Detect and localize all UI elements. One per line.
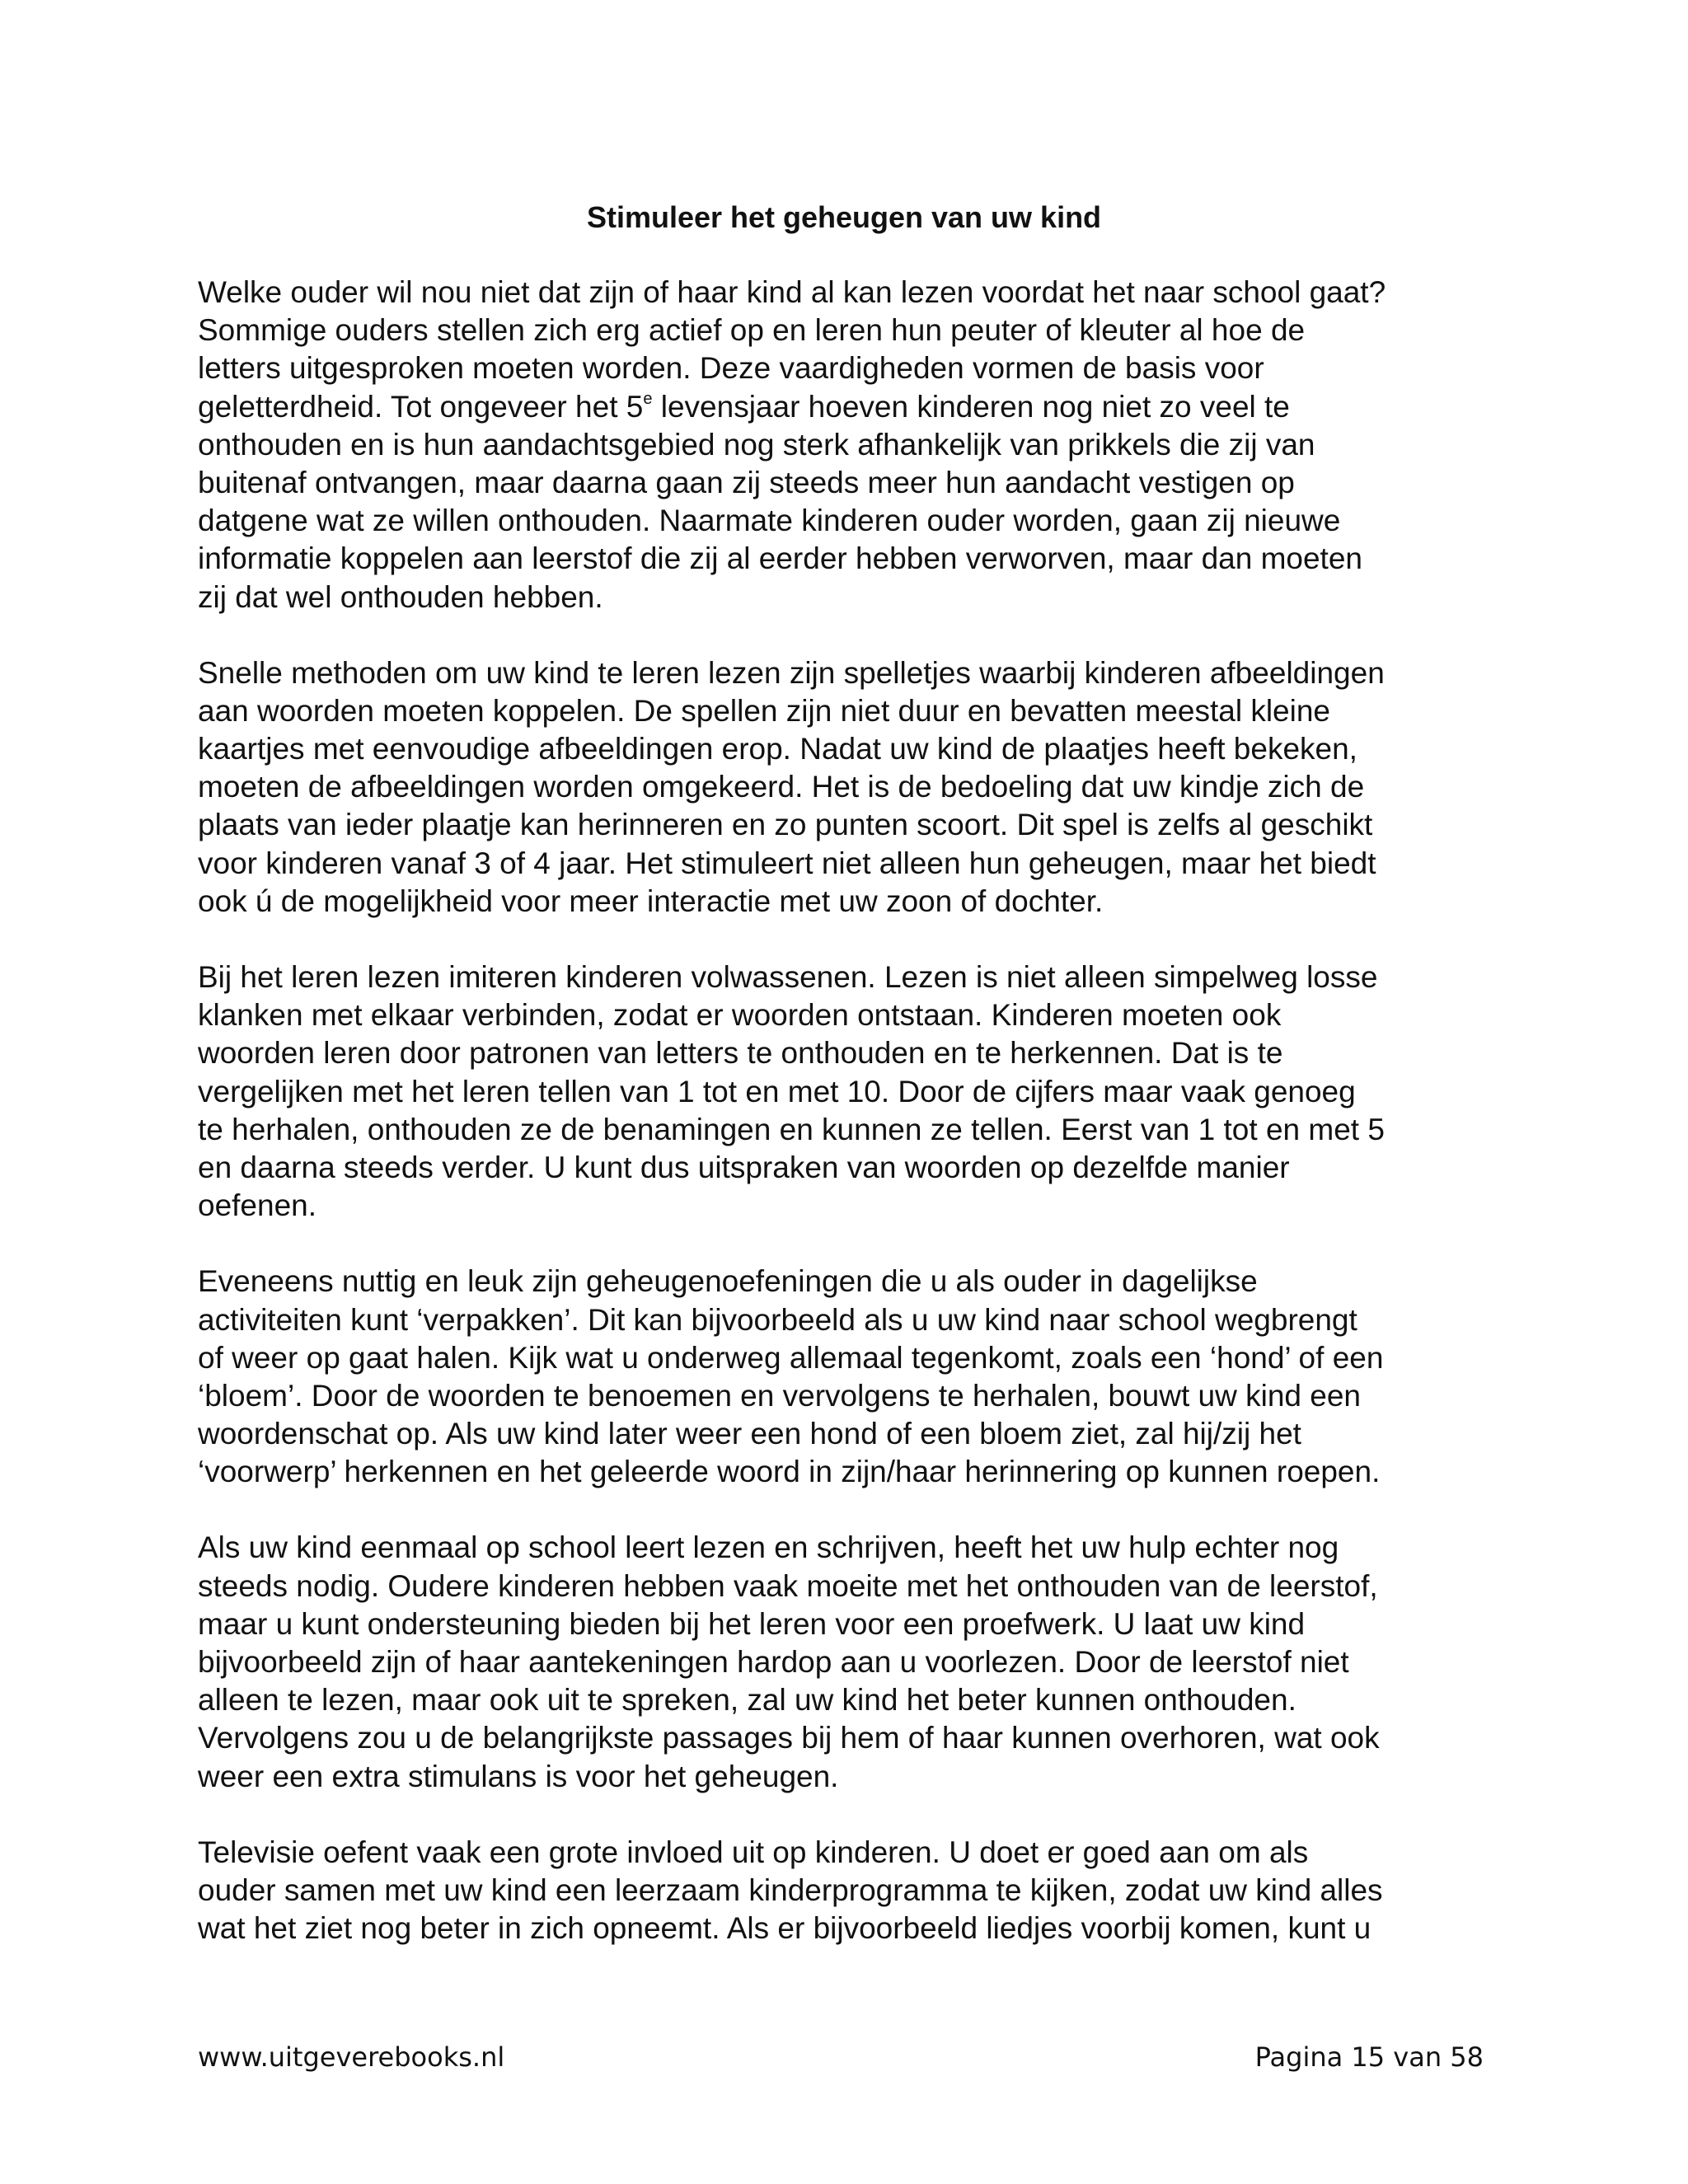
text-line: woordenschat op. Als uw kind later weer een hond of een bloem ziet, zal hij/zij het [198,1417,1301,1451]
text-line: of weer op gaat halen. Kijk wat u onderweg allemaal tegenkomt, zoals een ‘hond’ of een [198,1340,1384,1375]
footer-website: www.uitgeverebooks.nl [198,2041,505,2073]
text-line-with-superscript [198,388,1517,426]
text-segment: geletterdheid. Tot ongeveer het 5 [198,389,644,424]
paragraph-4 [198,1263,1517,1491]
text-line: aan woorden moeten koppelen. De spellen zijn niet duur en bevatten meestal kleine [198,693,1331,728]
text-line: en daarna steeds verder. U kunt dus uitspraken van woorden op dezelfde manier [198,1150,1290,1184]
text-line: Sommige ouders stellen zich erg actief op en leren hun peuter of kleuter al hoe de [198,313,1306,348]
page-title: Stimuleer het geheugen van uw kind [586,200,1102,234]
text-line: Bij het leren lezen imiteren kinderen volwassenen. Lezen is niet alleen simpelweg losse [198,960,1378,994]
text-line: ook ú de mogelijkheid voor meer interactie met uw zoon of dochter. [198,883,1104,918]
text-line: ouder samen met uw kind een leerzaam kinderprogramma te kijken, zodat uw kind alles [198,1872,1383,1907]
text-line: te herhalen, onthouden ze de benamingen en kunnen ze tellen. Eerst van 1 tot en met 5 [198,1112,1385,1146]
text-line: steeds nodig. Oudere kinderen hebben vaak moeite met het onthouden van de leerstof, [198,1568,1378,1603]
text-line: bijvoorbeeld zijn of haar aantekeningen hardop aan u voorlezen. Door de leerstof niet [198,1645,1349,1679]
text-line: buitenaf ontvangen, maar daarna gaan zij steeds meer hun aandacht vestigen op [198,465,1295,499]
paragraph-5 [198,1529,1517,1795]
text-line: Welke ouder wil nou niet dat zijn of haar kind al kan lezen voordat het naar school gaat? [198,275,1386,309]
paragraph-2 [198,654,1517,921]
text-line: letters uitgesproken moeten worden. Deze vaardigheden vormen de basis voor [198,351,1264,386]
text-line: activiteiten kunt ‘verpakken’. Dit kan bijvoorbeeld als u uw kind naar school wegbrengt [198,1302,1357,1337]
text-line: voor kinderen vanaf 3 of 4 jaar. Het stimuleert niet alleen hun geheugen, maar het biedt [198,846,1376,880]
text-line: kaartjes met eenvoudige afbeeldingen erop. Nadat uw kind de plaatjes heeft bekeken, [198,732,1357,766]
superscript-ordinal: e [643,389,653,408]
text-line: Eveneens nuttig en leuk zijn geheugenoefeningen die u als ouder in dagelijkse [198,1264,1258,1299]
text-line: onthouden en is hun aandachtsgebied nog sterk afhankelijk van prikkels die zij van [198,427,1315,462]
text-line: maar u kunt ondersteuning bieden bij het leren voor een proefwerk. U laat uw kind [198,1606,1306,1641]
text-line: Als uw kind eenmaal op school leert lezen en schrijven, heeft het uw hulp echter nog [198,1530,1339,1565]
text-line: alleen te lezen, maar ook uit te spreken, zal uw kind het beter kunnen onthouden. [198,1683,1296,1718]
text-line: zij dat wel onthouden hebben. [198,579,603,614]
paragraph-1 [198,274,1517,616]
text-line: wat het ziet nog beter in zich opneemt. Als er bijvoorbeeld liedjes voorbij komen, kunt u [198,1911,1372,1946]
footer-page-number: Pagina 15 van 58 [1254,2041,1484,2073]
text-line: Televisie oefent vaak een grote invloed uit op kinderen. U doet er goed aan om als [198,1835,1309,1869]
text-line: ‘voorwerp’ herkennen en het geleerde woord in zijn/haar herinnering op kunnen roepen. [198,1455,1381,1489]
document-body [198,274,1517,1985]
text-line: plaats van ieder plaatje kan herinneren en zo punten scoort. Dit spel is zelfs al geschikt [198,808,1373,842]
text-line: moeten de afbeeldingen worden omgekeerd. Het is de bedoeling dat uw kindje zich de [198,770,1365,804]
text-line: Vervolgens zou u de belangrijkste passages bij hem of haar kunnen overhoren, wat ook [198,1721,1380,1755]
text-line: vergelijken met het leren tellen van 1 tot en met 10. Door de cijfers maar vaak genoeg [198,1074,1356,1108]
text-line: datgene wat ze willen onthouden. Naarmate kinderen ouder worden, gaan zij nieuwe [198,504,1341,538]
text-line: woorden leren door patronen van letters te onthouden en te herkennen. Dat is te [198,1036,1283,1071]
text-line: weer een extra stimulans is voor het geheugen. [198,1759,839,1793]
text-line: Snelle methoden om uw kind te leren lezen zijn spelletjes waarbij kinderen afbeeldingen [198,655,1385,690]
paragraph-6 [198,1834,1517,1948]
text-line: oefenen. [198,1188,317,1223]
text-segment: levensjaar hoeven kinderen nog niet zo veel te [652,389,1290,424]
text-line: klanken met elkaar verbinden, zodat er woorden ontstaan. Kinderen moeten ook [198,998,1282,1033]
text-line: ‘bloem’. Door de woorden te benoemen en vervolgens te herhalen, bouwt uw kind een [198,1378,1362,1413]
text-line: informatie koppelen aan leerstof die zij al eerder hebben verworven, maar dan moeten [198,541,1362,576]
paragraph-3 [198,958,1517,1225]
